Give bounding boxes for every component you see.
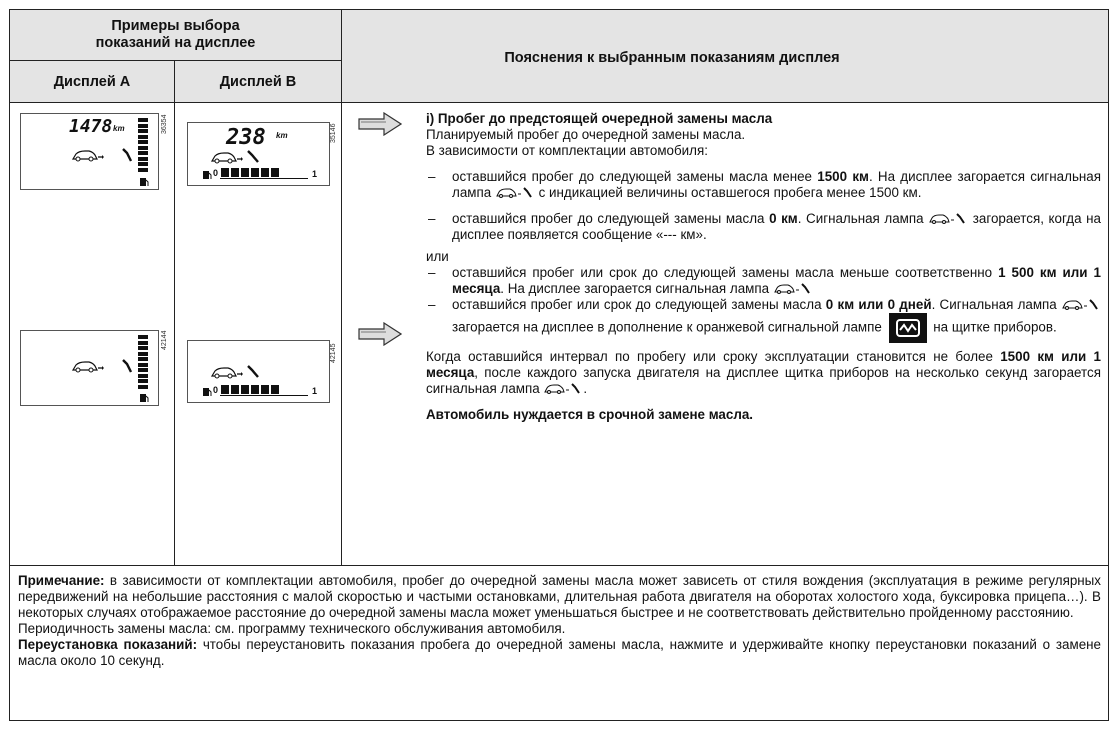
bullet-bold: 1 500 км или 1 месяца	[452, 265, 1101, 296]
note-reset	[18, 637, 1101, 669]
display-b2-gauge-one: 1	[312, 386, 318, 396]
paragraph-text: .	[583, 381, 588, 396]
bullet-text: оставшийся пробег до следующей замены масла менее	[452, 169, 818, 184]
bullet-text: оставшийся пробег или срок до следующей замены масла	[452, 297, 826, 312]
or-text: или	[426, 249, 449, 264]
header-display-b: Дисплей B	[219, 74, 297, 90]
bullet-item: – оставшийся пробег до следующей замены масла 0 км. Сигнальная лампа загорается, когда на дисплее появляется сообщение «--- км».	[428, 211, 1101, 242]
display-b2-gauge	[220, 383, 310, 397]
bullet-bold: 0 км	[769, 211, 798, 226]
bullet-bold: 1500 км	[817, 169, 869, 184]
bullet-bold: 0 км или 0 дней	[825, 297, 932, 312]
arrow-icon	[358, 322, 402, 346]
fuel-icon	[202, 387, 212, 397]
car-wrench-icon	[210, 364, 280, 380]
note-text: чтобы переустановить показания пробега до очередной замены масла, нажмите и удерживайте кнопку переустановки показаний о замене масла около 10 секунд.	[18, 637, 1101, 668]
bullet-text: . Сигнальная лампа	[797, 211, 929, 226]
note-label: Переустановка показаний:	[18, 637, 198, 652]
bullet-text: загорается на дисплее в дополнение к оранжевой сигнальной лампе	[452, 319, 886, 335]
bullet-item: – оставшийся пробег или срок до следующей замены масла меньше соответственно 1 500 км или 1 месяца. На дисплее загорается сигнальная лампа	[428, 265, 1101, 296]
car-wrench-icon	[543, 382, 583, 394]
column-divider-ab	[174, 60, 175, 565]
fuel-icon	[202, 170, 212, 180]
bullet-item: – оставшийся пробег до следующей замены масла менее 1500 км. На дисплее загорается сигнальная лампа с индикацией величины оставшегося пробега менее 1500 км.	[428, 169, 1102, 200]
bullet-text: оставшийся пробег или срок до следующей замены масла меньше соответственно	[452, 265, 999, 280]
display-a2-gauge	[138, 335, 148, 389]
bullet-text: . Сигнальная лампа	[931, 297, 1062, 312]
car-wrench-icon	[71, 358, 141, 374]
bullet-text: . На дисплее загорается сигнальная лампа	[452, 169, 1102, 200]
display-b2-code: 42145	[330, 343, 337, 363]
bullet-text: загорается, когда на дисплее появляется сообщение «--- км».	[452, 211, 1101, 242]
column-divider-explanations	[341, 10, 342, 565]
display-a1-value: 1478	[69, 116, 113, 137]
note-label: Примечание:	[18, 573, 105, 588]
bullet-item: – оставшийся пробег или срок до следующей замены масла 0 км или 0 дней. Сигнальная лампа загорается на дисплее в дополнение к оранжевой сигнальной лампе на щитке приборов.	[426, 297, 1101, 343]
display-a1-code: 36354	[161, 114, 168, 134]
arrow-icon	[358, 112, 402, 136]
explanations-content	[426, 111, 1101, 423]
display-b2	[187, 340, 330, 403]
car-wrench-icon	[773, 282, 813, 294]
car-wrench-icon	[928, 212, 968, 224]
display-a1	[20, 113, 159, 190]
note-periodicity: Периодичность замены масла: см. программу технического обслуживания автомобиля.	[18, 621, 566, 636]
display-b2-gauge-zero: 0	[213, 385, 219, 395]
bullet-text: . На дисплее загорается сигнальная лампа	[500, 281, 773, 296]
header-display-a: Дисплей A	[53, 74, 131, 90]
bullet-text: оставшийся пробег до следующей замены масла	[452, 211, 770, 226]
paragraph-planned: Планируемый пробег до очередной замены масла.	[426, 127, 746, 142]
engine-warning-icon	[889, 313, 927, 343]
bullet-text: с индикацией величины оставшегося пробега менее 1500 км.	[534, 185, 922, 200]
note-paragraph	[18, 573, 1101, 621]
display-b1-value: 238	[226, 125, 266, 150]
display-b1-unit: km	[276, 131, 288, 140]
car-wrench-icon	[1061, 298, 1101, 310]
section-title: i) Пробег до предстоящей очередной замены масла	[426, 111, 773, 126]
display-a1-unit: km	[113, 124, 125, 133]
note-top-line	[10, 565, 1108, 566]
display-b1-code: 35146	[330, 123, 337, 143]
header-split-line	[10, 60, 341, 61]
display-a2	[20, 330, 159, 406]
display-b1	[187, 122, 330, 186]
fuel-icon	[139, 393, 149, 403]
bullet-text: на щитке приборов.	[929, 319, 1057, 335]
paragraph-depending: В зависимости от комплектации автомобиля:	[426, 143, 708, 158]
car-wrench-icon	[495, 186, 535, 198]
fuel-icon	[139, 177, 149, 187]
header-explanations: Пояснения к выбранным показаниям дисплея	[504, 50, 840, 66]
header-examples-line2: показаний на дисплее	[95, 35, 256, 51]
paragraph-interval	[426, 349, 1101, 397]
paragraph-text: , после каждого запуска двигателя на дисплее щитка приборов на несколько секунд загорается сигнальная лампа	[426, 365, 1101, 396]
paragraph-bold: 1500 км или 1 месяца	[426, 349, 1101, 380]
display-b1-gauge	[220, 166, 310, 180]
paragraph-text: Когда оставшийся интервал по пробегу или сроку эксплуатации становится не более	[426, 349, 1001, 364]
note-section	[18, 573, 1101, 669]
car-wrench-icon	[71, 147, 141, 163]
display-b1-gauge-one: 1	[312, 169, 318, 179]
header-examples	[10, 18, 341, 52]
header-examples-line1: Примеры выбора	[111, 18, 240, 34]
car-wrench-icon	[210, 149, 280, 165]
display-a1-gauge	[138, 118, 148, 172]
urgent-text: Автомобиль нуждается в срочной замене масла.	[426, 407, 754, 422]
display-a2-code: 42144	[161, 330, 168, 350]
note-text: в зависимости от комплектации автомобиля, пробег до очередной замены масла может зависеть от стиля вождения (эксплуатация в режиме регулярных передвижений на небольшие расстояния с малой скоростью и частыми остановками, длительная работа двигателя на оборотах холостого хода, буксировка прицепа…). В некоторых случаях отображаемое расстояние до очередной замены масла может уменьшаться быстрее и не соответствовать действительно пройденному расстоянию.	[18, 573, 1101, 620]
header-bottom-line	[10, 102, 1108, 103]
display-b1-gauge-zero: 0	[213, 168, 219, 178]
